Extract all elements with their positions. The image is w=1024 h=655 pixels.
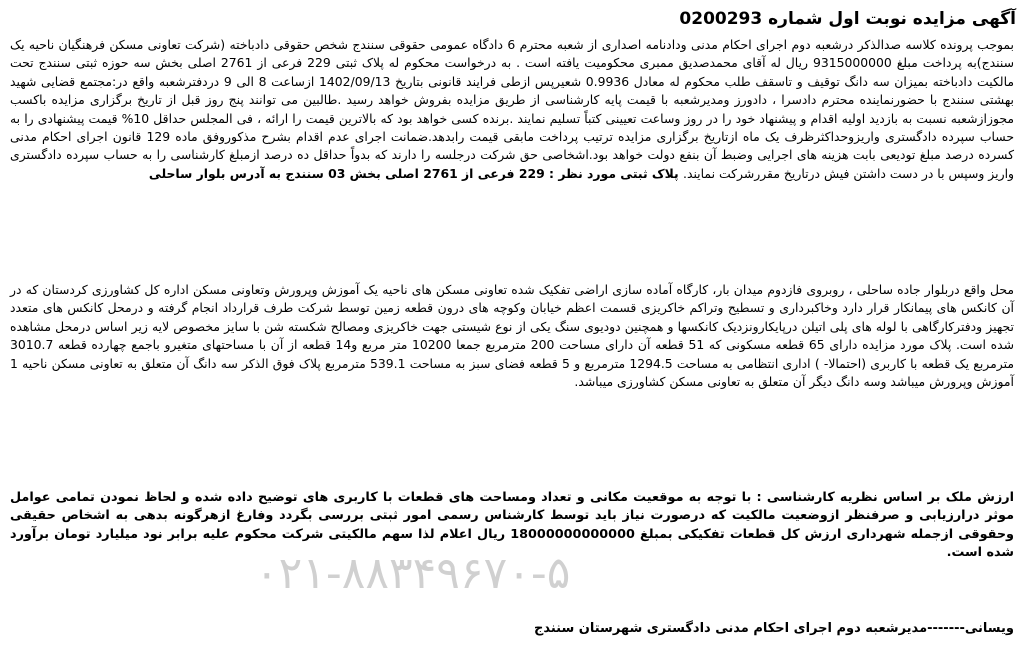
notice-paragraph-main-text: بموجب پرونده کلاسه صدالذکر درشعبه دوم اجرای احکام مدنی ودادنامه اصداری از شعبه محترم 6 دادگاه عمومی حقوقی سنندج شخص حقوقی دادباخته (شرکت تعاونی مسکن فرهنگیان ناحیه یک سنندج)به پرداخت مبلغ 9315000000 ریال له آقای محمدصدیق ممبری محکومیت یافته است . به درخواست محکوم له پلاک ثبتی 229 فرعی از 2761 اصلی بخش سه حوزه ثبتی سنندج تحت مالکیت دادباخته بمیزان سه دانگ توقیف و تاسقف طلب محکوم له معادل 0.9936 شعیرپس ازطی فرایند قانونی بتاریخ 1402/09/13 ازساعت 8 الی 9 دردفترشعبه واقع در:مجتمع قضایی شهید بهشتی سنندج با حضورنماینده محترم دادسرا ، دادورز ومدیرشعبه با قیمت پایه کارشناسی از طریق مزایده بفروش خواهد رسید .طالبین می توانند پنج روز قبل از تاریخ برگزاری مزایده باکسب مجوزازشعبه نسبت به بازدید اولیه اقدام و پیشنهاد خود را در روز وساعت تعیینی کتباً تسلیم نمایند .برنده کسی خواهد بود که بالاترین قیمت را ارائه ، فی المجلس حداقل 10% قیمت پیشنهادی را به حساب سپرده دادگستری واریزوحداکثرظرف یک ماه ازتاریخ برگزاری مزایده ترتیب پرداخت مابقی قیمت رابدهد.ضمانت اجرای عدم اقدام بشرح مذکوروفق ماده 129 قانون اجرای احکام مدنی کسرده درصد مبلغ تودیعی بابت هزینه های اجرایی وضبط آن بنفع دولت خواهد بود.اشخاصی حق شرکت درجلسه را دارند که بدواً حداقل ده درصد ازمبلغ کارشناسی را به حساب سپرده دادگستری واریز وسپس با در دست داشتن فیش درتاریخ مقررشرکت نمایند. [10, 37, 1014, 181]
notice-title: آگهی مزایده نوبت اول شماره 0200293 [679, 9, 1016, 29]
plate-address-line: پلاک ثبتی مورد نظر : 229 فرعی از 2761 اصلی بخش 03 سنندج به آدرس بلوار ساحلی [148, 165, 683, 181]
notice-paragraph-main [10, 36, 1014, 183]
valuation-paragraph: ارزش ملک بر اساس نظریه کارشناسی : با توجه به موقعیت مکانی و تعداد ومساحت های قطعات با کاربری های توضیح داده شده و لحاظ نمودن تمامی عوامل موثر درارزیابی و صرفنظر ازوضعیت مالکیت که درصورت نیاز باید توسط کارشناس رسمی امور ثبتی بررسی بگردد وفارغ ازهرگونه بدهی به اشخاص حقیقی وحقوقی ازجمله شهرداری ارزش کل قطعات تفکیکی بمبلغ 18000000000000 ریال اعلام لذا سهم مالکیتی شرکت محکوم علیه برابر نود میلیارد تومان برآورد شده است. [10, 490, 1014, 561]
signature-line: ویسانی-------مدیرشعبه دوم اجرای احکام مدنی دادگستری شهرستان سنندج [533, 621, 1014, 636]
property-description-paragraph: محل واقع دربلوار جاده ساحلی ، روبروی فازدوم میدان بار، کارگاه آماده سازی اراضی تفکیک شده تعاونی مسکن های ناحیه یک آموزش وپرورش وتعاونی مسکن اداره کل کشاورزی کردستان که در آن کانکس های پیمانکار قرار دارد وخاکبرداری و تسطیح وتراکم خاکریزی قسمت اعظم خیابان وکوچه های درون قطعه زمین توسط شرکت طرف قرارداد انجام گرفته و درمحل کانکس های متعدد تجهیز ودفترکارگاهی با لوله های پلی اتیلن درپایکارونزدیک کانکسها و همچنین دودیوی سنگ یکی از نوع شیستی جهت خاکریزی ومصالح شکسته شن با سایز مخصوص لایه زیر اساس درمحل مشاهده شده است. پلاک مورد مزایده دارای 65 قطعه مسکونی که 51 قطعه آن دارای مساحت 200 مترمربع جمعا 10200 متر مربع و14 قطعه از آن با مساحتهای متغیرو باجمع چهارده قطعه 3010.7 مترمربع یک قطعه با کاربری (احتمالا- ) اداری انتظامی به مساحت 1294.5 مترمربع و 5 قطعه فضای سبز به مساحت 539.1 مترمربع پلاک فوق الذکر سه دانگ آن متعلق به تعاونی مسکن ناحیه 1 آموزش وپرورش میباشد وسه دانگ دیگر آن متعلق به تعاونی مسکن کشاورزی میباشد. [10, 282, 1014, 390]
watermark-text: ۰۲۱-۸۸۳۴۹۶۷۰-۵ [255, 548, 571, 599]
